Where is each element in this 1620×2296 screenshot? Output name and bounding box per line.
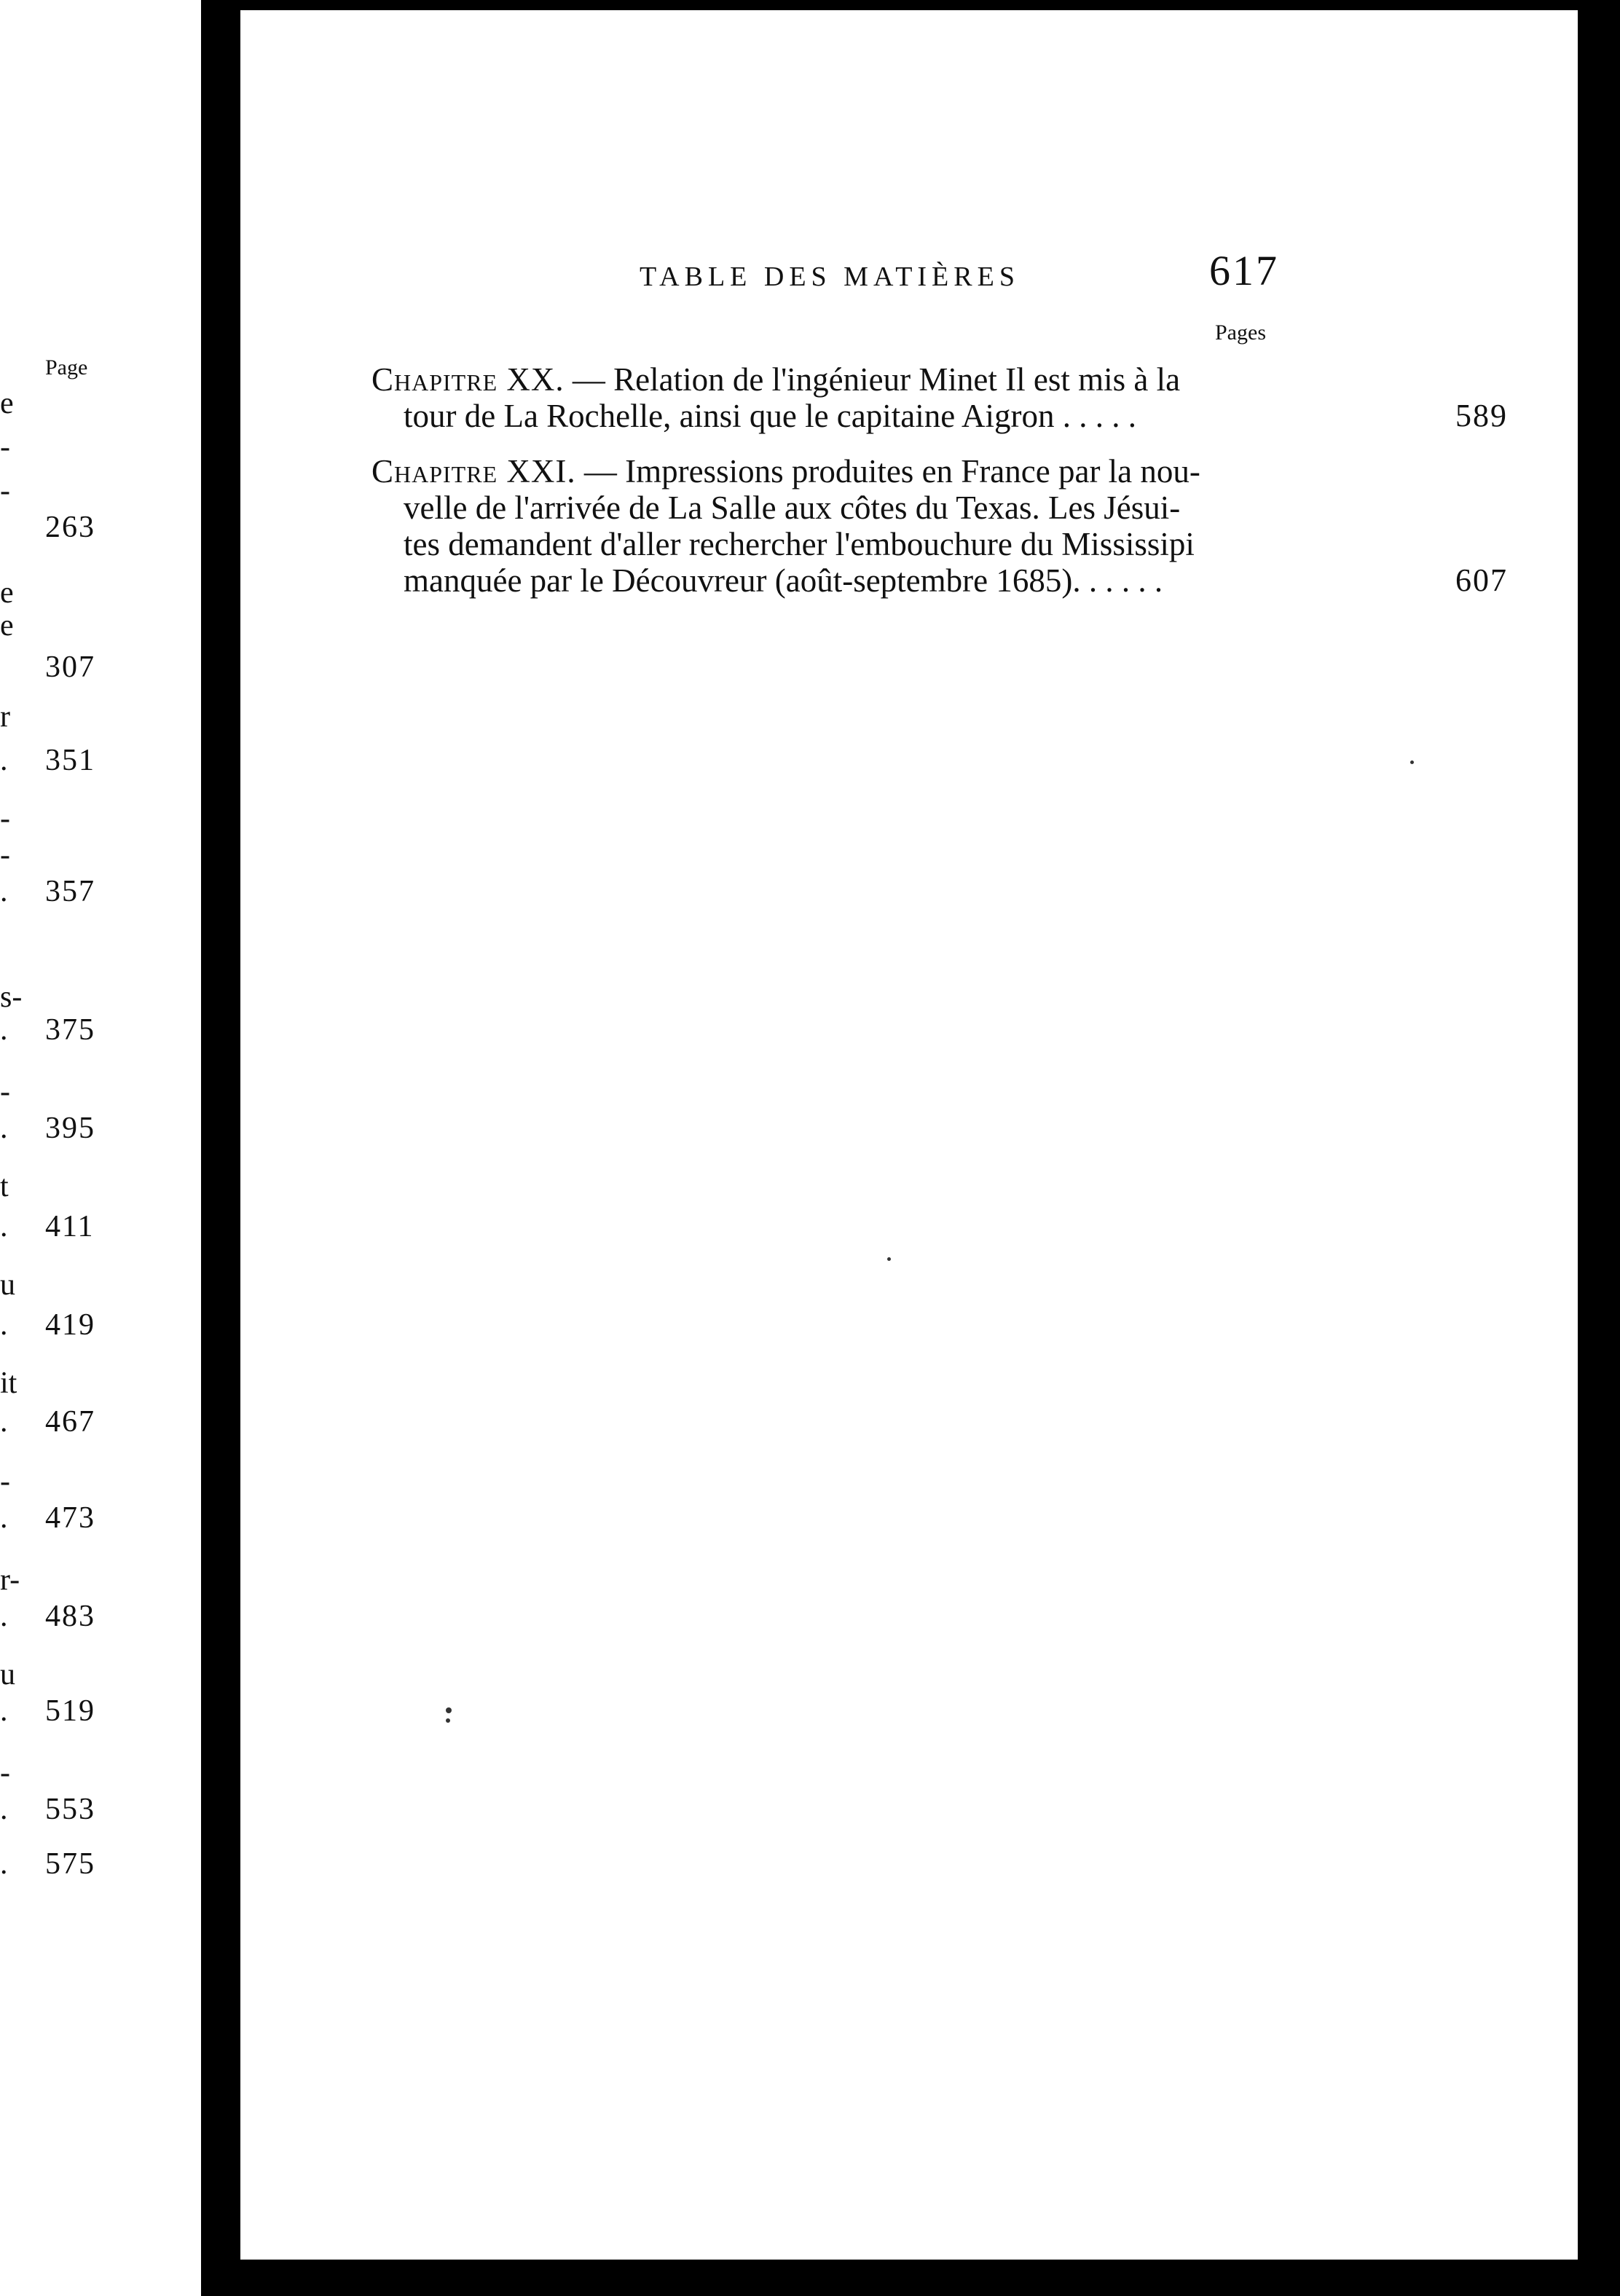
text-fragment: - [0, 1465, 10, 1498]
page-number: 473 [45, 1501, 95, 1535]
text-fragment: t [0, 1170, 9, 1203]
text-fragment: . [0, 1405, 8, 1439]
page-number: 263 [45, 511, 95, 544]
toc-row [0, 1404, 201, 1448]
toc-entry-chapter-20 [371, 361, 1508, 434]
entry-text-line: manquée par le Découvreur (août-septembre 1685). . . . . . [404, 562, 1163, 599]
text-fragment: e [0, 576, 14, 610]
page-number: 411 [45, 1210, 95, 1243]
toc-row [0, 1366, 201, 1410]
text-fragment: . [0, 1013, 8, 1047]
chapter-label: Chapitre XX. [371, 361, 565, 398]
text-fragment: u [0, 1268, 15, 1302]
text-fragment: . [0, 1308, 8, 1342]
toc-row [0, 386, 201, 430]
page-number: 357 [45, 875, 95, 908]
page-number: 419 [45, 1308, 95, 1342]
text-fragment: . [0, 744, 8, 777]
page-number: 575 [45, 1847, 95, 1881]
text-fragment: - [0, 430, 10, 464]
entry-text-line: — Relation de l'ingénieur Minet Il est mis à la [564, 361, 1181, 398]
scan-speck [446, 1707, 452, 1713]
text-fragment: s- [0, 980, 23, 1014]
text-fragment: . [0, 1501, 8, 1535]
entry-page-number: 607 [1455, 562, 1508, 598]
toc-row [0, 608, 201, 652]
toc-row [0, 1847, 201, 1890]
text-fragment: . [0, 1112, 8, 1145]
scan-speck [887, 1257, 891, 1261]
text-fragment: it [0, 1367, 17, 1400]
text-fragment: r- [0, 1563, 20, 1597]
toc-row [0, 874, 201, 918]
text-fragment: . [0, 1600, 8, 1633]
text-fragment: - [0, 474, 10, 508]
toc-entry-chapter-21 [371, 453, 1508, 599]
text-fragment: - [0, 838, 10, 872]
pages-column-header: Pages [1215, 321, 1266, 345]
page-number: 351 [45, 744, 95, 777]
scan-speck [1410, 760, 1414, 764]
entry-text-line: — Impressions produites en France par la nou- [575, 453, 1200, 490]
entry-page-number: 589 [1455, 398, 1508, 433]
toc-row [0, 1111, 201, 1155]
page-number: 553 [45, 1793, 95, 1826]
document-page [240, 10, 1578, 2260]
page-number: 307 [45, 650, 95, 684]
page-number: 375 [45, 1013, 95, 1047]
page-number: 395 [45, 1112, 95, 1145]
page-column-header: Page [45, 355, 88, 380]
text-fragment: - [0, 1756, 10, 1790]
chapter-label: Chapitre XXI. [371, 453, 576, 490]
entry-text-line: tes demandent d'aller rechercher l'embouchure du Mississipi [404, 526, 1195, 562]
toc-row [0, 743, 201, 787]
toc-row [0, 510, 201, 554]
page-number: 519 [45, 1694, 95, 1728]
page-folio: 617 [1209, 247, 1279, 294]
text-fragment: - [0, 802, 10, 836]
text-fragment: . [0, 1793, 8, 1826]
text-fragment: e [0, 387, 14, 420]
previous-page-edge [0, 0, 201, 2296]
entry-text-line: velle de l'arrivée de La Salle aux côtes du Texas. Les Jésui- [404, 490, 1181, 526]
running-head: TABLE DES MATIÈRES [640, 262, 1020, 292]
text-fragment: . [0, 1210, 8, 1243]
page-number: 483 [45, 1600, 95, 1633]
text-fragment: e [0, 609, 14, 642]
text-fragment: r [0, 700, 10, 734]
text-fragment: . [0, 875, 8, 908]
toc-row [0, 1599, 201, 1643]
entry-text-line: tour de La Rochelle, ainsi que le capitaine Aigron . . . . . [404, 398, 1136, 434]
toc-row [0, 1209, 201, 1253]
toc-row [0, 1501, 201, 1544]
toc-row [0, 699, 201, 743]
toc-row [0, 1792, 201, 1836]
toc-row [0, 1169, 201, 1213]
toc-row [0, 1267, 201, 1311]
toc-row [0, 1694, 201, 1737]
text-fragment: u [0, 1658, 15, 1691]
text-fragment: - [0, 1075, 10, 1109]
toc-row [0, 1013, 201, 1056]
toc-row [0, 1308, 201, 1351]
text-fragment: . [0, 1694, 8, 1728]
page-number: 467 [45, 1405, 95, 1439]
text-fragment: . [0, 1847, 8, 1881]
scan-speck [446, 1718, 450, 1723]
toc-row [0, 430, 201, 473]
toc-row [0, 650, 201, 693]
